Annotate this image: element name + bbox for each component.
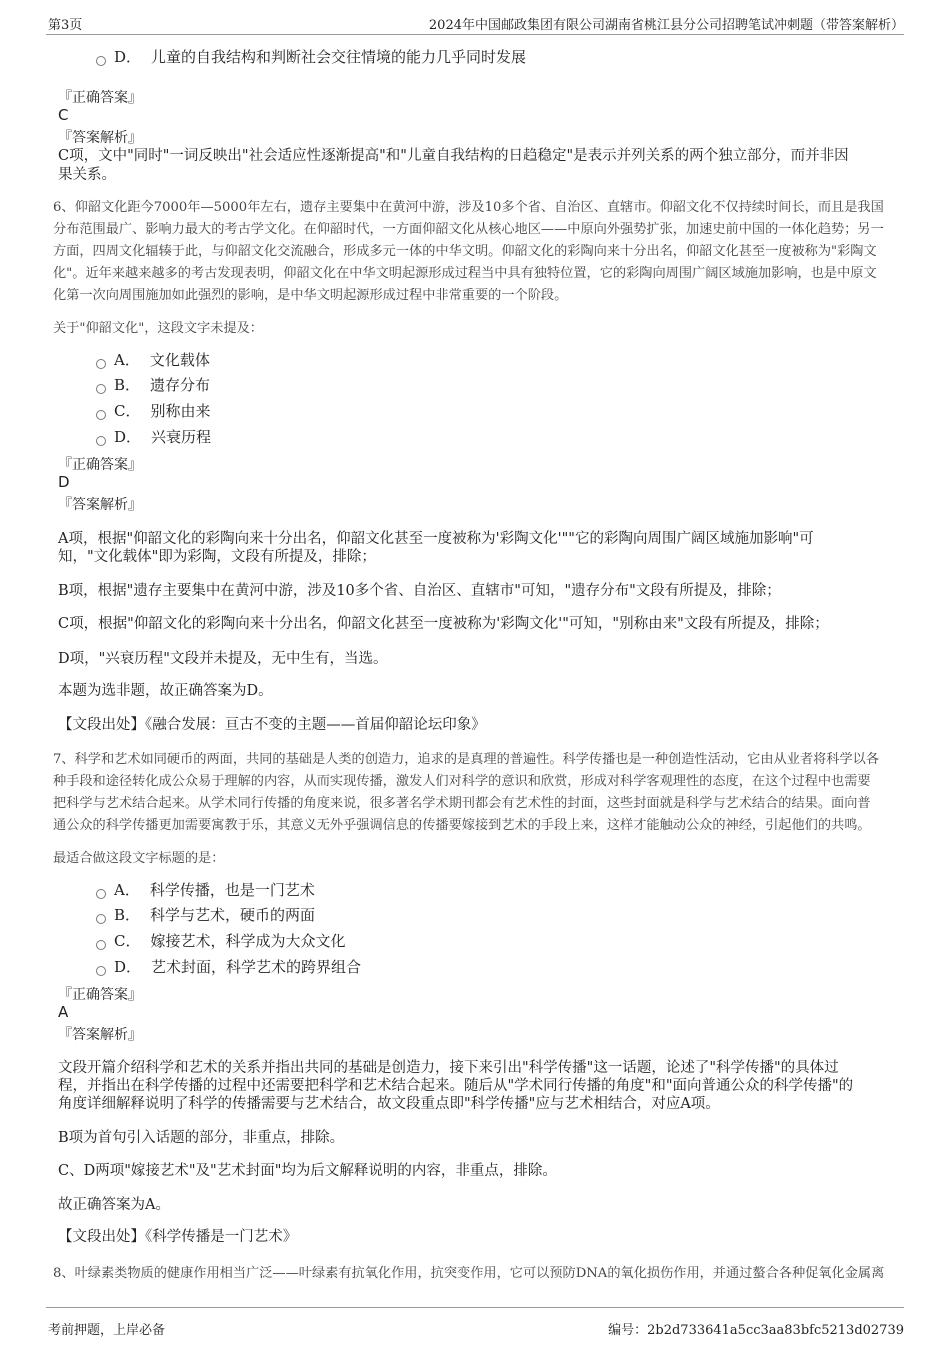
q7-explain-line: C、D两项"嫁接艺术"及"艺术封面"均为后文解释说明的内容，非重点，排除。 [58,1163,557,1179]
q7-passage-line: 7、科学和艺术如同硬币的两面，共同的基础是人类的创造力，追求的是真理的普遍性。科学传播也是一种创造性活动，它由从业者将科学以各 [53,752,880,767]
footer-slogan: 考前押题，上岸必备 [48,1323,166,1338]
q5-explain-line: C项，文中"同时"一词反映出"社会适应性逐渐提高"和"儿童自我结构的日趋稳定"是表示并列关系的两个独立部分，而并非因 [58,148,849,164]
q6-passage-line: 6、仰韶文化距今7000年—5000年左右，遗存主要集中在黄河中游，涉及10多个省、自治区、直辖市。仰韶文化不仅持续时间长，而且是我国 [53,200,884,215]
q5-explain-label: 『答案解析』 [58,130,142,146]
q6-explain-label: 『答案解析』 [58,497,142,513]
radio-icon[interactable] [96,436,106,446]
q6-option-a[interactable]: A． 文化载体 [96,350,210,370]
q7-answer: A [58,1003,69,1021]
q7-explain-label: 『答案解析』 [58,1027,142,1043]
q7-option-b[interactable]: B． 科学与艺术，硬币的两面 [96,905,315,925]
radio-icon[interactable] [96,410,106,420]
q7-explain-line: 程，并指出在科学传播的过程中还需要把科学和艺术结合起来。随后从"学术同行传播的角度"和"面向普通公众的科学传播"的 [58,1078,854,1094]
q6-answer: D [58,473,70,491]
radio-icon[interactable] [96,56,106,66]
q7-option-a[interactable]: A． 科学传播，也是一门艺术 [96,880,315,900]
radio-icon[interactable] [96,966,106,976]
q6-explain-line: 知，"文化载体"即为彩陶，文段有所提及，排除； [58,549,376,565]
q7-explain-line: 故正确答案为A。 [58,1197,170,1213]
q6-stem: 关于"仰韶文化"，这段文字未提及： [53,321,263,336]
q5-answer-label: 『正确答案』 [58,90,142,106]
q6-option-b[interactable]: B． 遗存分布 [96,375,210,395]
q7-explain-line: B项为首句引入话题的部分，非重点，排除。 [58,1130,345,1146]
q6-option-d[interactable]: D． 兴衰历程 [96,427,211,447]
q6-passage-line: 化第一次向周围施加如此强烈的影响，是中华文明起源形成过程中非常重要的一个阶段。 [53,288,568,303]
q6-explain-line: 本题为选非题，故正确答案为D。 [58,683,273,699]
q7-source: 【文段出处】《科学传播是一门艺术》 [58,1229,298,1245]
q7-passage-line: 通公众的科学传播更加需要寓教于乐，其意义无外乎强调信息的传播要嫁接到艺术的手段上来，这样才能触动公众的神经，引起他们的共鸣。 [53,818,871,833]
q6-passage-line: 分布范围最广、影响力最大的考古学文化。在仰韶时代，一方面仰韶文化从核心地区——中原向外强势扩张，加速史前中国的一体化趋势；另一 [53,222,884,237]
document-title: 2024年中国邮政集团有限公司湖南省桃江县分公司招聘笔试冲刺题（带答案解析） [428,18,904,33]
q6-explain-line: D项，"兴衰历程"文段并未提及，无中生有，当选。 [58,651,388,667]
radio-icon[interactable] [96,940,106,950]
radio-icon[interactable] [96,914,106,924]
q6-answer-label: 『正确答案』 [58,457,142,473]
q7-option-c[interactable]: C． 嫁接艺术，科学成为大众文化 [96,931,346,951]
q6-option-c[interactable]: C． 别称由来 [96,401,211,421]
page-number: 第3页 [48,18,83,33]
q5-explain-line: 果关系。 [58,167,116,183]
q7-answer-label: 『正确答案』 [58,987,142,1003]
page-header [46,0,904,35]
q6-explain-line: B项，根据"遗存主要集中在黄河中游，涉及10多个省、自治区、直辖市"可知，"遗存分布"文段有所提及，排除； [58,583,781,599]
q7-explain-line: 角度详细解释说明了科学的传播需要与艺术结合，故文段重点即"科学传播"应与艺术相结合，对应A项。 [58,1096,720,1112]
q7-stem: 最适合做这段文字标题的是： [53,851,225,866]
q6-explain-line: C项，根据"仰韶文化的彩陶向来十分出名，仰韶文化甚至一度被称为'彩陶文化'"可知，"别称由来"文段有所提及，排除； [58,616,829,632]
q5-answer: C [58,106,69,124]
q6-explain-line: A项，根据"仰韶文化的彩陶向来十分出名，仰韶文化甚至一度被称为'彩陶文化'""它的彩陶向周围广阔区域施加影响"可 [58,531,814,547]
radio-icon[interactable] [96,384,106,394]
q5-option-d[interactable]: D． 儿童的自我结构和判断社会交往情境的能力几乎同时发展 [96,47,526,67]
document-id: 编号：2b2d733641a5cc3aa83bfc5213d02739 [608,1323,904,1338]
q7-explain-line: 文段开篇介绍科学和艺术的关系并指出共同的基础是创造力，接下来引出"科学传播"这一话题，论述了"科学传播"的具体过 [58,1060,839,1076]
radio-icon[interactable] [96,359,106,369]
q7-passage-line: 种手段和途径转化成公众易于理解的内容，从而实现传播，激发人们对科学的意识和欣赏，形成对科学客观理性的态度，在这个过程中也需要 [53,774,871,789]
q7-passage-line: 把科学与艺术结合起来。从学术同行传播的角度来说，很多著名学术期刊都会有艺术性的封面，这些封面就是科学与艺术结合的结果。面向普 [53,796,871,811]
q6-source: 【文段出处】《融合发展：亘古不变的主题——首届仰韶论坛印象》 [58,717,486,733]
radio-icon[interactable] [96,889,106,899]
page-footer [46,1307,904,1345]
q8-passage-line: 8、叶绿素类物质的健康作用相当广泛——叶绿素有抗氧化作用，抗突变作用，它可以预防DNA的氧化损伤作用，并通过螯合各种促氧化金属离 [53,1266,885,1281]
q6-passage-line: 化"。近年来越来越多的考古发现表明，仰韶文化在中华文明起源形成过程当中具有独特位置，它的彩陶向周围广阔区域施加影响，也是中原文 [53,266,877,281]
q6-passage-line: 方面，四周文化辐辏于此，与仰韶文化交流融合，形成多元一体的中华文明。仰韶文化的彩陶向来十分出名，仰韶文化甚至一度被称为"彩陶文 [53,244,877,259]
q7-option-d[interactable]: D． 艺术封面，科学艺术的跨界组合 [96,957,361,977]
